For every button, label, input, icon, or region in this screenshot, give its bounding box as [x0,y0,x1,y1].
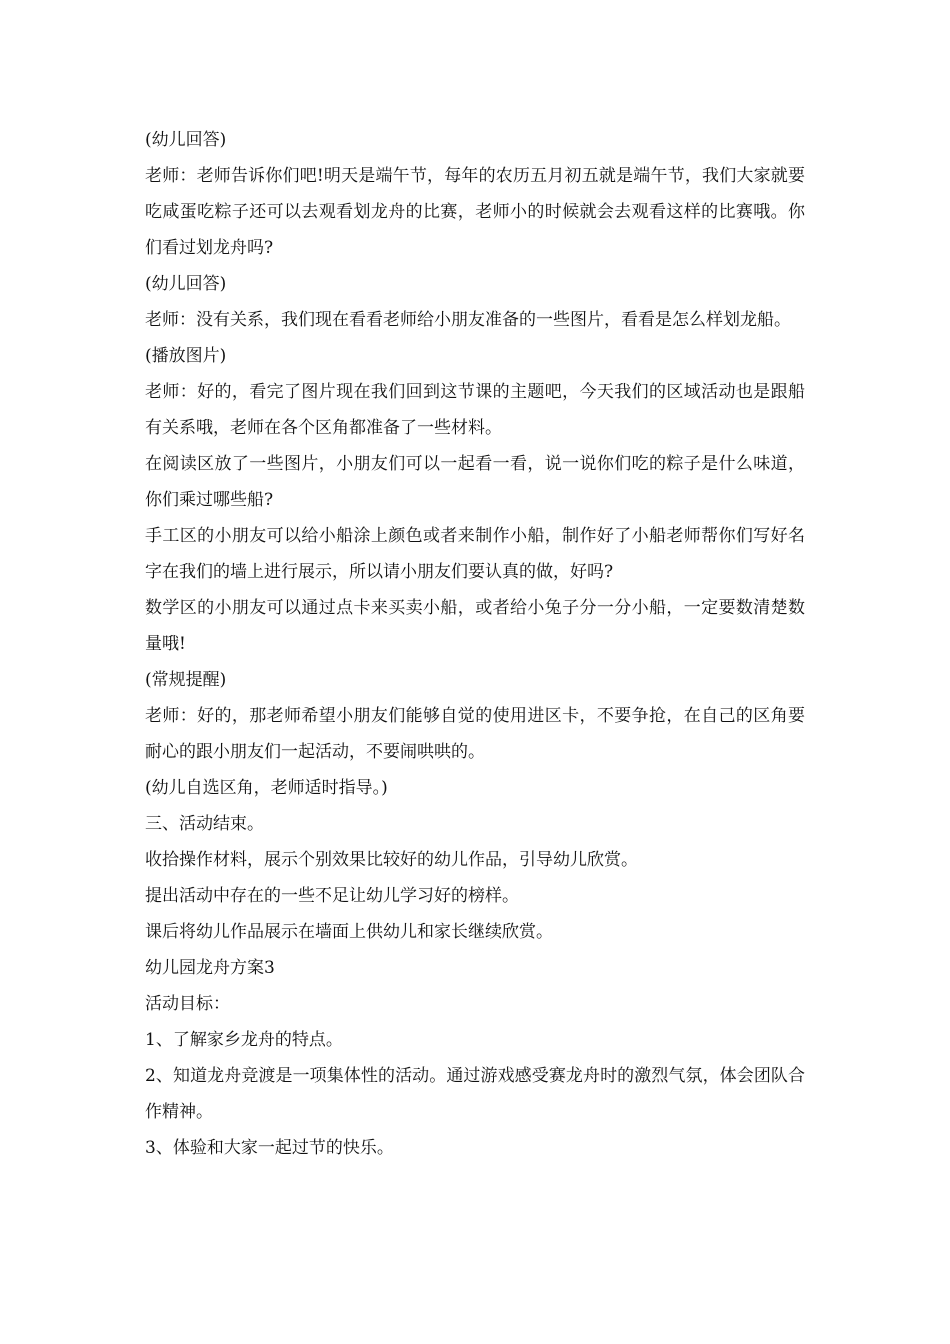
paragraph-routine-reminder: (常规提醒) [145,670,227,690]
goal-item-1: 1、了解家乡龙舟的特点。 [145,1030,343,1050]
paragraph-teacher-entry-card: 老师：好的，那老师希望小朋友们能够自觉的使用进区卡，不要争抢，在自己的区角要耐心的跟小朋友们一起活动，不要闹哄哄的。 [145,706,805,762]
goal-item-3: 3、体验和大家一起过节的快乐。 [145,1138,394,1158]
section-heading-activity-goals: 活动目标： [145,994,230,1014]
paragraph-teacher-pictures: 老师：没有关系，我们现在看看老师给小朋友准备的一些图片，看看是怎么样划龙船。 [145,310,791,330]
paragraph-child-choose-area: (幼儿自选区角，老师适时指导。) [145,778,388,798]
paragraph-teacher-area-activity: 老师：好的，看完了图片现在我们回到这节课的主题吧，今天我们的区域活动也是跟船有关系哦，老师在各个区角都准备了一些材料。 [145,382,805,438]
paragraph-teacher-dragon-boat-festival: 老师：老师告诉你们吧!明天是端午节，每年的农历五月初五就是端午节，我们大家就要吃咸蛋吃粽子还可以去观看划龙舟的比赛，老师小的时候就会去观看这样的比赛哦。你们看过划龙舟吗? [145,166,805,258]
plan-title-3: 幼儿园龙舟方案3 [145,958,275,978]
paragraph-math-area: 数学区的小朋友可以通过点卡来买卖小船，或者给小兔子分一分小船，一定要数清楚数量哦! [145,598,805,654]
paragraph-play-pictures: (播放图片) [145,346,227,366]
paragraph-tidy-materials: 收拾操作材料，展示个别效果比较好的幼儿作品，引导幼儿欣赏。 [145,850,638,870]
section-heading-activity-end: 三、活动结束。 [145,814,264,834]
paragraph-craft-area: 手工区的小朋友可以给小船涂上颜色或者来制作小船，制作好了小船老师帮你们写好名字在我们的墙上进行展示，所以请小朋友们要认真的做，好吗? [145,526,805,582]
paragraph-display-works: 课后将幼儿作品展示在墙面上供幼儿和家长继续欣赏。 [145,922,553,942]
paragraph-child-answer-1: (幼儿回答) [145,130,227,150]
paragraph-reading-area: 在阅读区放了一些图片，小朋友们可以一起看一看，说一说你们吃的粽子是什么味道，你们乘过哪些船? [145,454,805,510]
goal-item-2: 2、知道龙舟竞渡是一项集体性的活动。通过游戏感受赛龙舟时的激烈气氛，体会团队合作精神。 [145,1066,805,1122]
document-body [145,122,805,1166]
paragraph-point-out-shortcomings: 提出活动中存在的一些不足让幼儿学习好的榜样。 [145,886,519,906]
paragraph-child-answer-2: (幼儿回答) [145,274,227,294]
